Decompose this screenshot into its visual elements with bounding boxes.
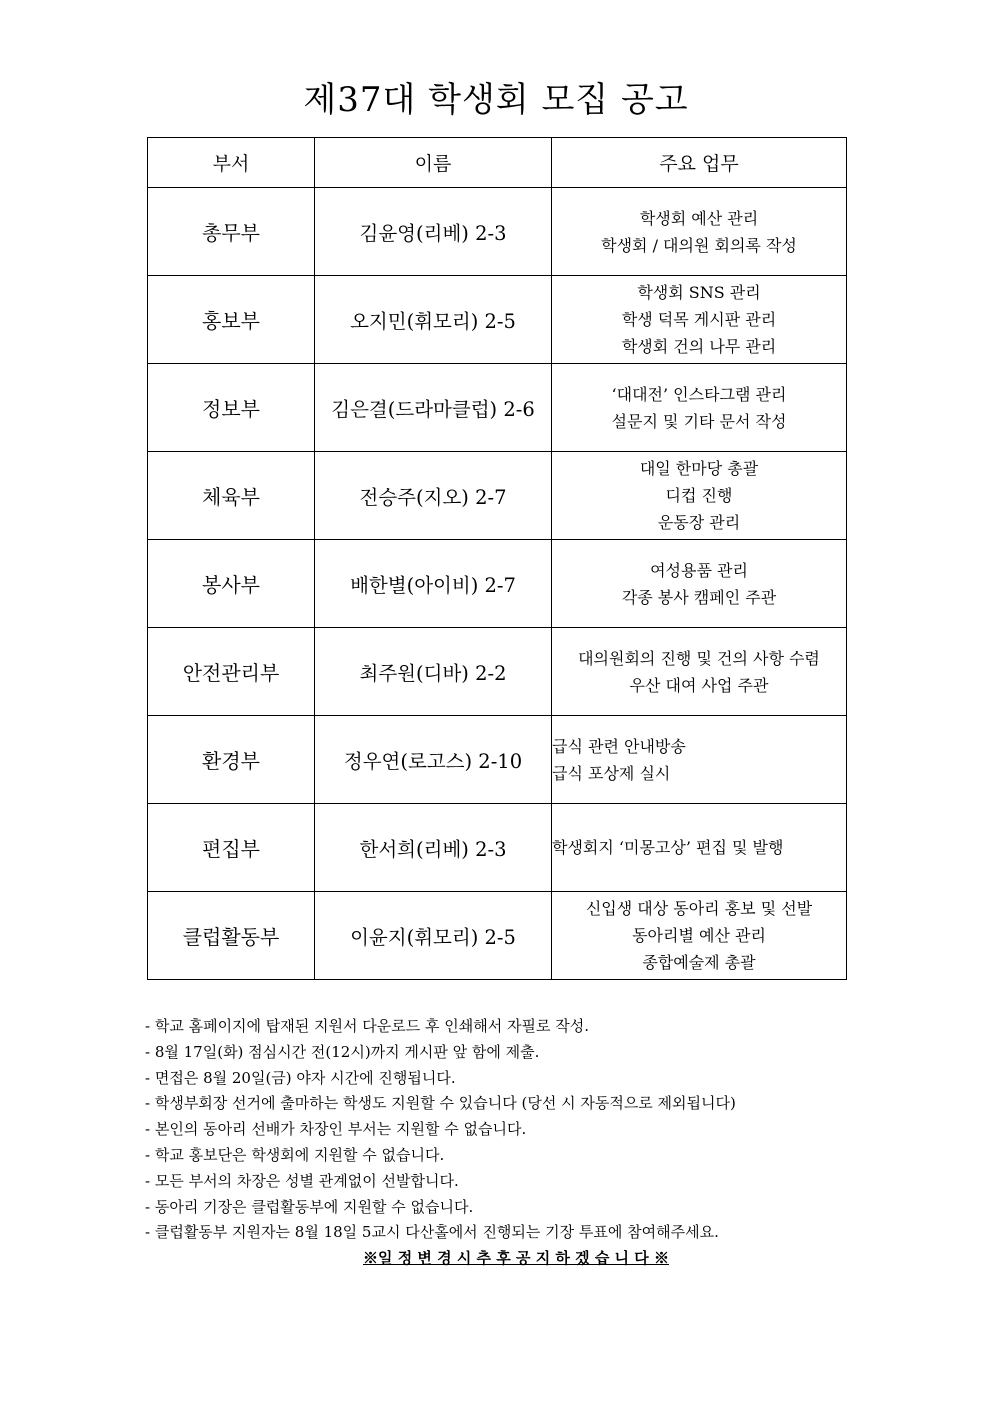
- name-cell: 배한별(아이비) 2-7: [315, 540, 552, 628]
- duties-cell: [552, 892, 847, 980]
- note-item: - 면접은 8월 20일(금) 야자 시간에 진행됩니다.: [145, 1068, 456, 1087]
- table-row: [148, 540, 847, 628]
- name-cell: 전승주(지오) 2-7: [315, 452, 552, 540]
- table-row: [148, 452, 847, 540]
- name-cell: 김은결(드라마클럽) 2-6: [315, 364, 552, 452]
- table-row: [148, 804, 847, 892]
- duty-line: 학생회 건의 나무 관리: [621, 337, 777, 356]
- duty-line: ‘대대전’ 인스타그램 관리: [611, 384, 787, 404]
- duty-line: 대의원회의 진행 및 건의 사항 수렴: [578, 648, 820, 668]
- name-cell: 정우연(로고스) 2-10: [315, 716, 552, 804]
- duty-line: 학생회 SNS 관리: [637, 283, 761, 302]
- duty-line: 신입생 대상 동아리 홍보 및 선발: [585, 899, 813, 918]
- duty-line: 대일 한마당 총괄: [639, 459, 759, 478]
- duty-line: 종합예술제 총괄: [642, 953, 756, 972]
- note-item: - 학생부회장 선거에 출마하는 학생도 지원할 수 있습니다 (당선 시 자동적으로 제외됩니다): [145, 1094, 736, 1113]
- dept-cell: 정보부: [148, 364, 315, 452]
- name-cell: 최주원(디바) 2-2: [315, 628, 552, 716]
- note-item: - 학교 홈페이지에 탑재된 지원서 다운로드 후 인쇄해서 자필로 작성.: [145, 1017, 589, 1035]
- duty-line: 동아리별 예산 관리: [632, 926, 766, 945]
- note-item: - 학교 홍보단은 학생회에 지원할 수 없습니다.: [145, 1145, 445, 1164]
- table-row: [148, 364, 847, 452]
- header-duties: 주요 업무: [552, 138, 847, 188]
- duties-cell: [552, 364, 847, 452]
- dept-cell: 홍보부: [148, 276, 315, 364]
- name-cell: 오지민(휘모리) 2-5: [315, 276, 552, 364]
- table-header-row: [148, 138, 847, 188]
- duties-cell: [552, 540, 847, 628]
- footer-notice: ※일 정 변 경 시 추 후 공 지 하 겠 습 니 다 ※: [363, 1249, 669, 1267]
- duties-cell: [552, 276, 847, 364]
- dept-cell: 체육부: [148, 452, 315, 540]
- dept-cell: 봉사부: [148, 540, 315, 628]
- name-cell: 이윤지(휘모리) 2-5: [315, 892, 552, 980]
- dept-cell: 환경부: [148, 716, 315, 804]
- duty-line: 급식 관련 안내방송: [552, 736, 686, 756]
- table-row: [148, 188, 847, 276]
- table-body: [148, 188, 847, 980]
- duty-line: 우산 대여 사업 주관: [629, 675, 769, 695]
- duty-line: 여성용품 관리: [650, 560, 748, 580]
- dept-cell: 총무부: [148, 188, 315, 276]
- dept-cell: 안전관리부: [148, 628, 315, 716]
- duty-line: 각종 봉사 캠페인 주관: [621, 587, 777, 607]
- duties-cell: [552, 452, 847, 540]
- recruitment-table: [147, 137, 847, 980]
- note-item: - 클럽활동부 지원자는 8월 18일 5교시 다산홀에서 진행되는 기장 투표에 참여해주세요.: [145, 1223, 719, 1242]
- dept-cell: 클럽활동부: [148, 892, 315, 980]
- table-row: [148, 628, 847, 716]
- note-item: - 동아리 기장은 클럽활동부에 지원할 수 없습니다.: [145, 1197, 474, 1216]
- duty-line: 급식 포상제 실시: [552, 763, 671, 783]
- header-dept: 부서: [148, 138, 315, 188]
- notes-list: [145, 1014, 736, 1246]
- note-item: - 모든 부서의 차장은 성별 관계없이 선발합니다.: [145, 1171, 459, 1190]
- table-row: [148, 716, 847, 804]
- table-row: [148, 276, 847, 364]
- page-title: 제37대 학생회 모집 공고: [303, 80, 689, 120]
- duty-line: 설문지 및 기타 문서 작성: [611, 411, 787, 431]
- duty-line: 운동장 관리: [657, 513, 741, 532]
- duty-line: 디컵 진행: [665, 486, 733, 505]
- duty-line: 학생회 / 대의원 회의록 작성: [601, 235, 797, 255]
- duty-line: 학생 덕목 게시판 관리: [621, 310, 777, 329]
- duties-cell: [552, 716, 847, 804]
- table-row: [148, 892, 847, 980]
- duties-cell: [552, 188, 847, 276]
- duty-line: 학생회 예산 관리: [639, 208, 759, 228]
- name-cell: 한서희(리베) 2-3: [315, 804, 552, 892]
- duties-cell: [552, 628, 847, 716]
- dept-cell: 편집부: [148, 804, 315, 892]
- duty-line: 학생회지 ‘미몽고상’ 편집 및 발행: [552, 838, 784, 857]
- note-item: - 8월 17일(화) 점심시간 전(12시)까지 게시판 앞 함에 제출.: [145, 1042, 540, 1061]
- name-cell: 김윤영(리베) 2-3: [315, 188, 552, 276]
- note-item: - 본인의 동아리 선배가 차장인 부서는 지원할 수 없습니다.: [145, 1120, 527, 1139]
- duties-cell: [552, 804, 847, 892]
- header-name: 이름: [315, 138, 552, 188]
